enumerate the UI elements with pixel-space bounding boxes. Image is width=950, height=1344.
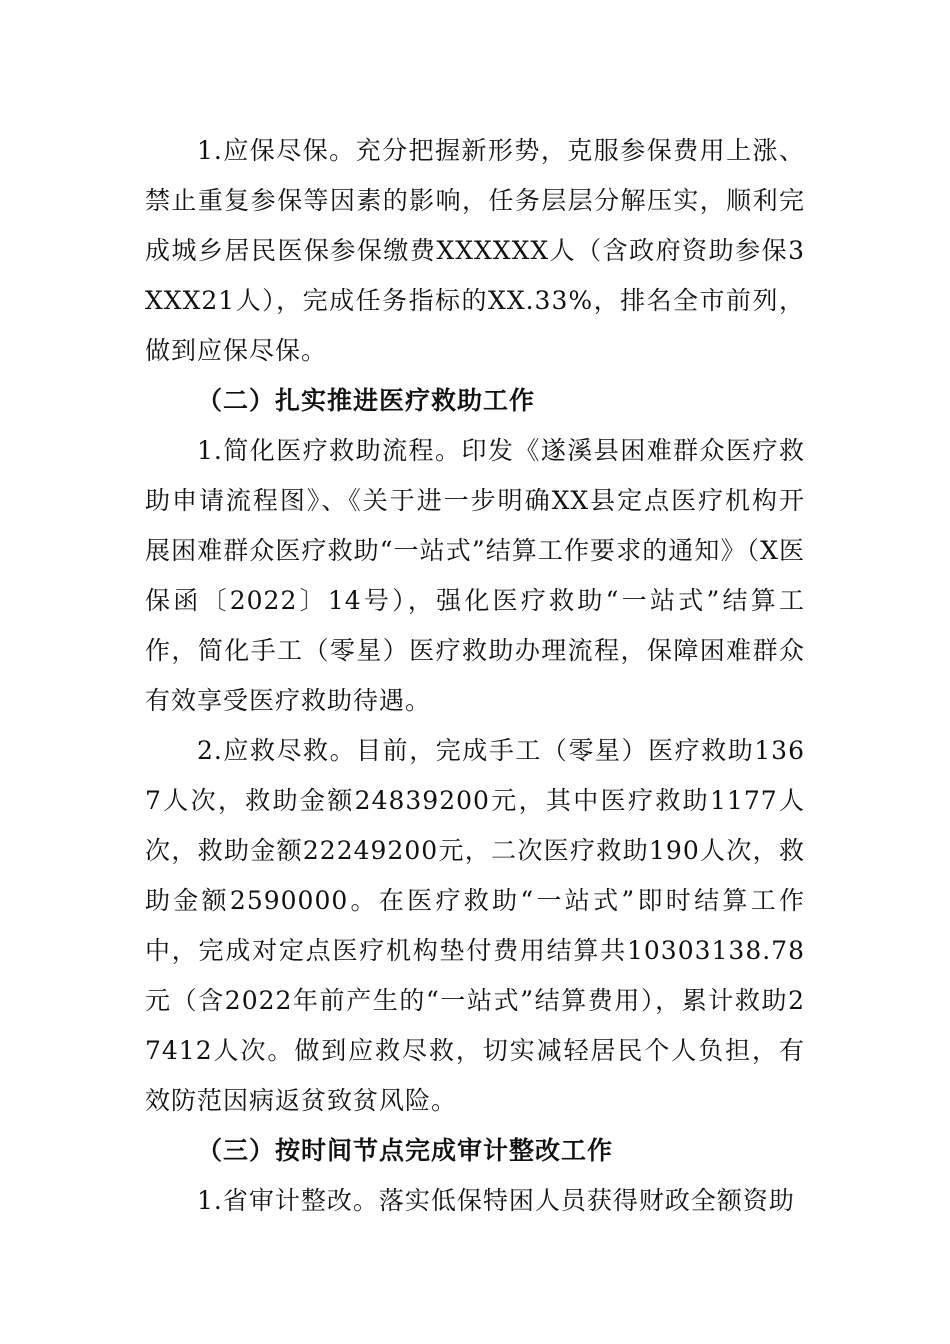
paragraph-aid-statistics: 2.应救尽救。目前，完成手工（零星）医疗救助1367人次，救助金额24839200元，其中医疗救助1177人次，救助金额22249200元，二次医疗救助190人次，救助金额2590000。在医疗救助“一站式”即时结算工作中，完成对定点医疗机构垫付费用结算共10303138.78元（含2022年前产生的“一站式”结算费用），累计救助27412人次。做到应救尽救，切实减轻居民个人负担，有效防范因病返贫致贫风险。	[145, 736, 805, 1115]
document-body	[145, 126, 805, 1226]
section-heading-audit: （三）按时间节点完成审计整改工作	[197, 1136, 614, 1165]
paragraph-simplify-process: 1.简化医疗救助流程。印发《遂溪县困难群众医疗救助申请流程图》、《关于进一步明确XX县定点医疗机构开展困难群众医疗救助“一站式”结算工作要求的通知》（X医保函〔2022〕14号），强化医疗救助“一站式”结算工作，简化手工（零星）医疗救助办理流程，保障困难群众有效享受医疗救助待遇。	[145, 436, 805, 715]
paragraph-enrollment: 1.应保尽保。充分把握新形势，克服参保费用上涨、禁止重复参保等因素的影响，任务层层分解压实，顺利完成城乡居民医保参保缴费XXXXXX人（含政府资助参保3XXX21人），完成任务指标的XX.33%，排名全市前列，做到应保尽保。	[145, 136, 805, 365]
section-heading-medical-aid: （二）扎实推进医疗救助工作	[197, 386, 536, 415]
paragraph-provincial-audit: 1.省审计整改。落实低保特困人员获得财政全额资助	[197, 1186, 795, 1215]
